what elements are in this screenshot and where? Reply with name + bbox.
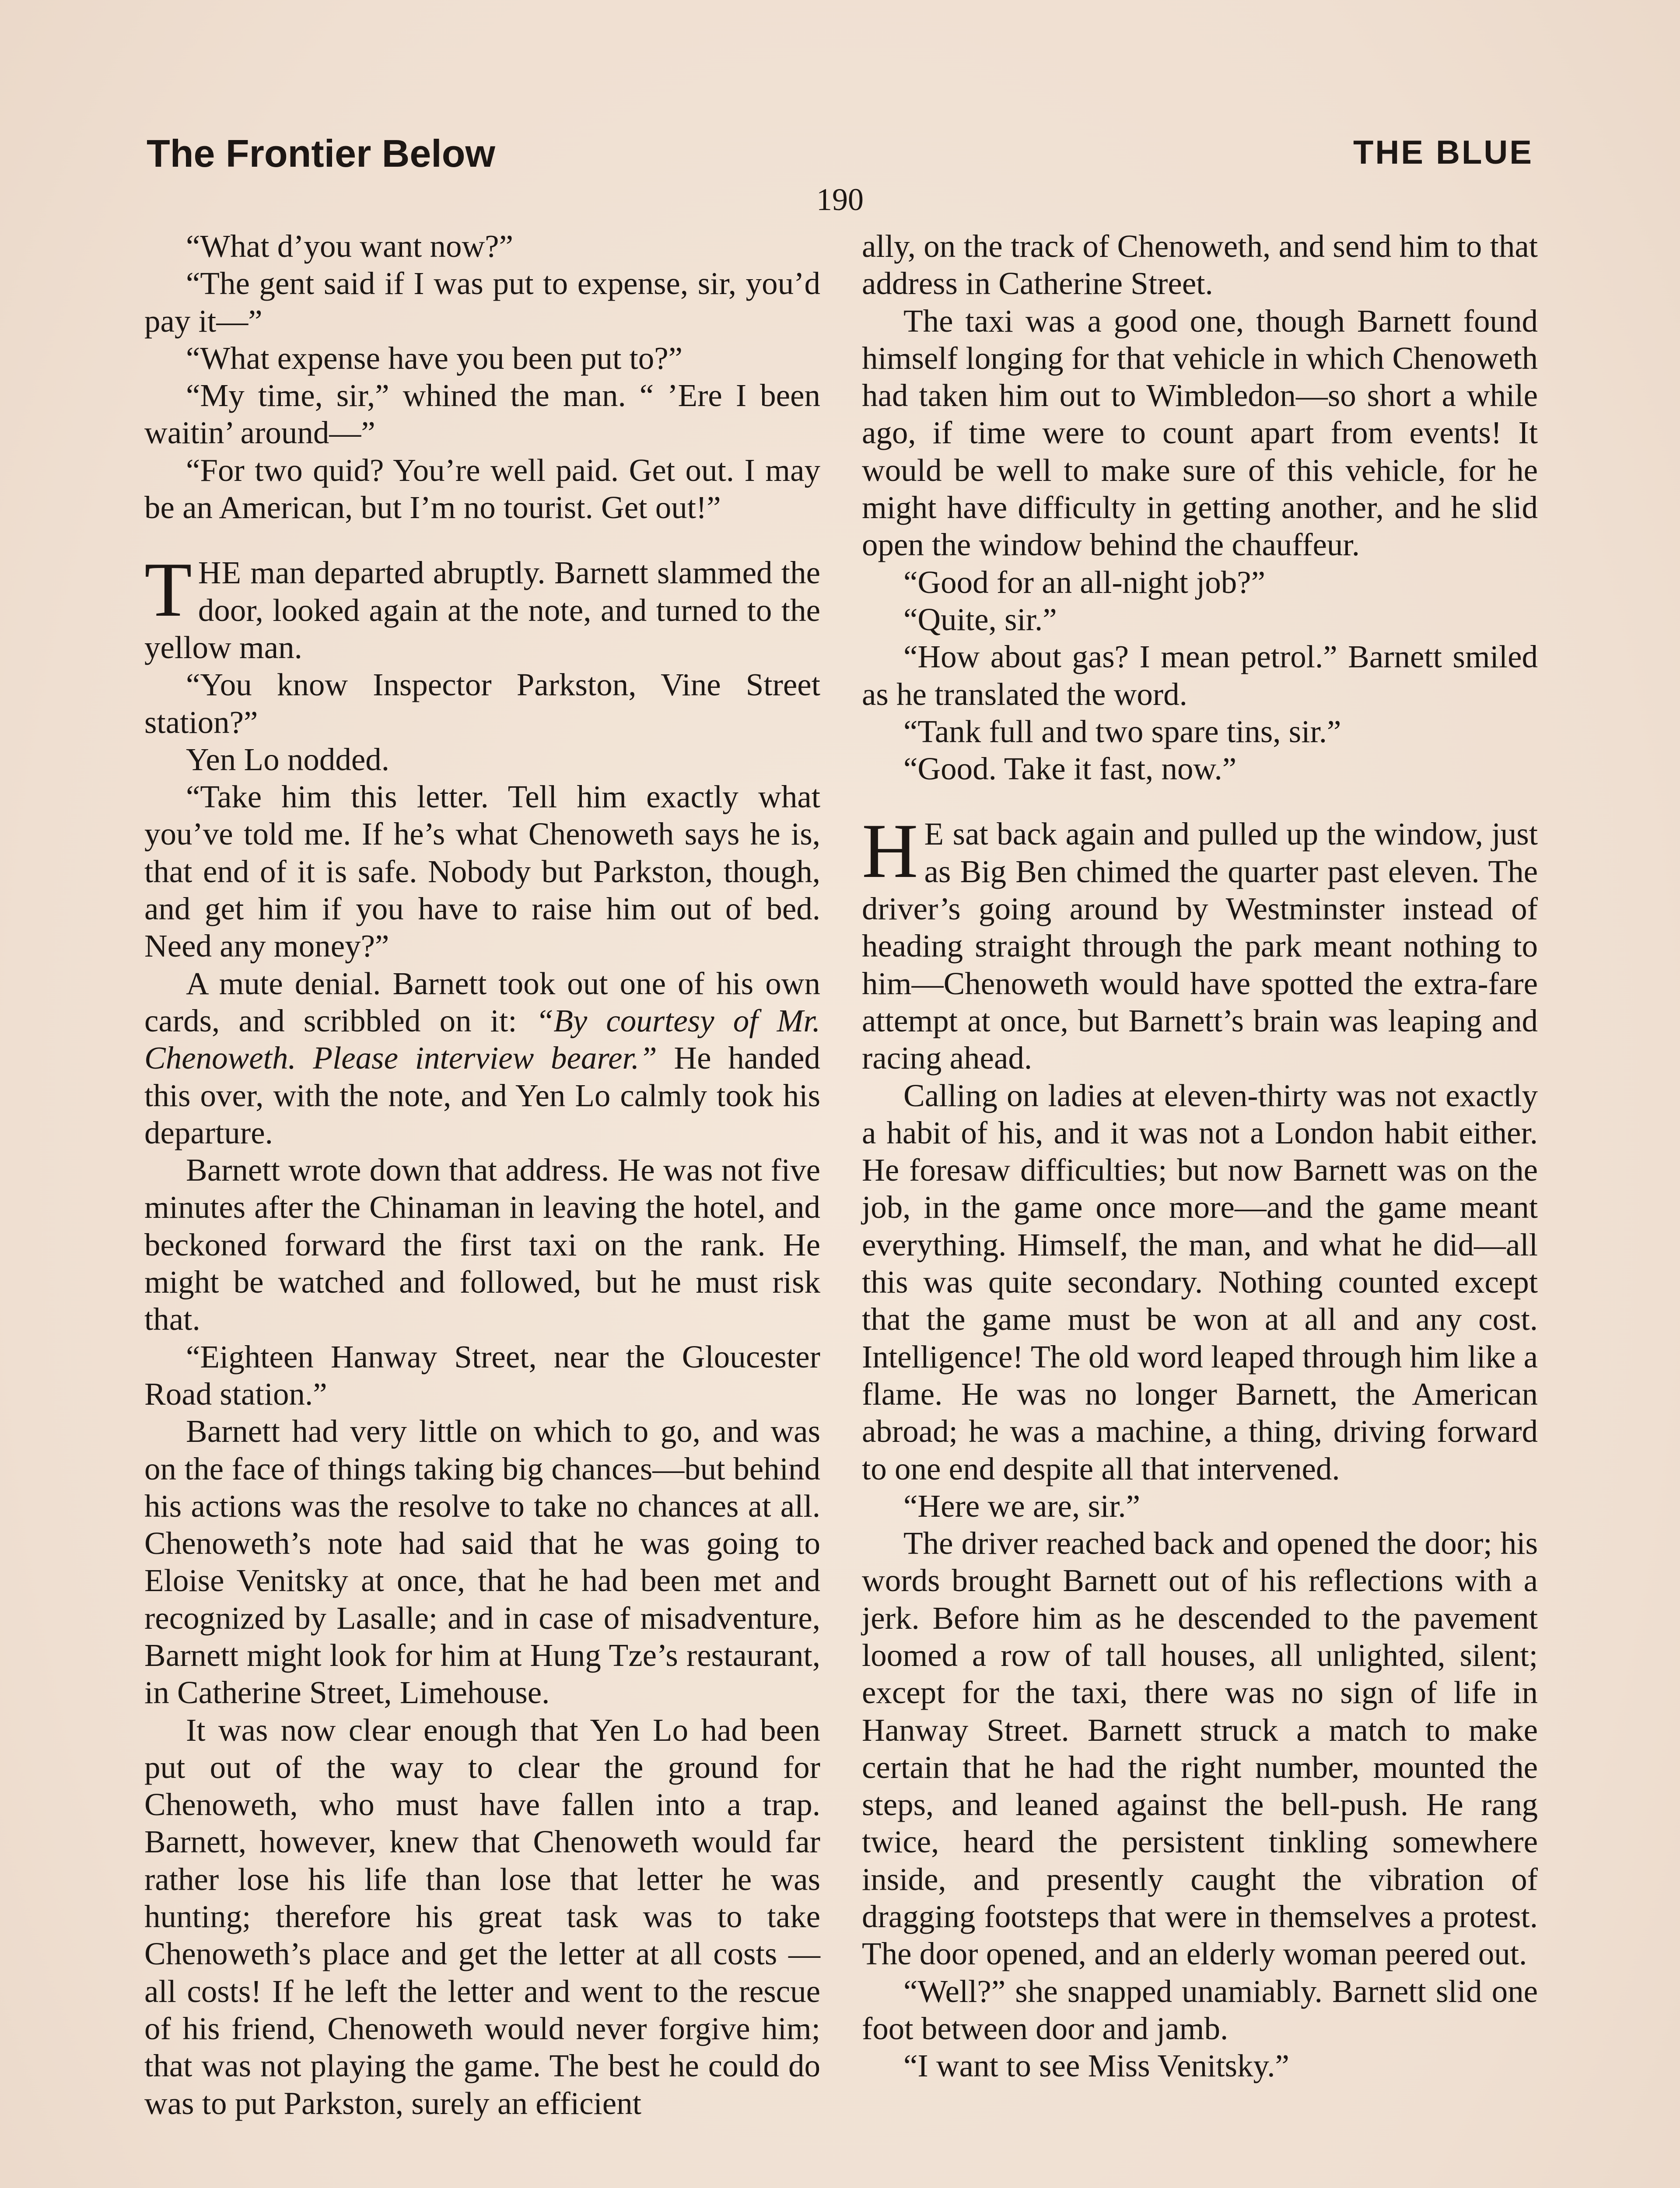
paragraph: The driver reached back and opened the door; his words brought Barnett out of his reflections with a jerk. Before him as he descended to the pavement loomed a row of tall houses, all unlighted, silent; except for the taxi, there was no sign of life in Hanway Street. Barnett struck a match to make certain that he had the right number, mounted the steps, and leaned against the bell-push. He rang twice, heard the persistent tinkling somewhere inside, and presently caught the vibration of dragging footsteps that were in themselves a protest. The door opened, and an elderly woman peered out. <box>862 1525 1538 1972</box>
left-column <box>144 228 820 2188</box>
paragraph: “What expense have you been put to?” <box>186 340 683 376</box>
paragraph: Barnett had very little on which to go, and was on the face of things taking big chances—but behind his actions was the resolve to take no chances at all. Chenoweth’s note had said that he was going to Eloise Venitsky at once, that he had been met and recognized by Lasalle; and in case of misadventure, Barnett might look for him at Hung Tze’s restaurant, in Catherine Street, Limehouse. <box>144 1413 820 1711</box>
paragraph: “Good for an all-night job?” <box>903 564 1266 600</box>
section-start-paragraph <box>144 546 820 666</box>
paragraph: Yen Lo nodded. <box>186 741 390 777</box>
paragraph: “Take him this letter. Tell him exactly what you’ve told me. If he’s what Chenoweth says he is, that end of it is safe. Nobody but Parkston, though, and get him if you have to raise him out of bed. Need any money?” <box>144 779 820 964</box>
magazine-name: THE BLUE <box>1353 134 1533 171</box>
paragraph: “The gent said if I was put to expense, sir, you’d pay it—” <box>144 266 820 339</box>
paragraph: “Well?” she snapped unamiably. Barnett slid one foot between door and jamb. <box>862 1973 1538 2046</box>
paragraph <box>144 965 820 1151</box>
paragraph: “Here we are, sir.” <box>903 1488 1141 1524</box>
section-start-paragraph <box>862 807 1538 1076</box>
paragraph: “For two quid? You’re well paid. Get out. I may be an American, but I’m no tourist. Get out!” <box>144 452 820 526</box>
paragraph: Calling on ladies at eleven-thirty was not exactly a habit of his, and it was not a London habit either. He foresaw difficulties; but now Barnett was on the job, in the game once more—and the game meant everything. Himself, the man, and what he did—all this was quite secondary. Nothing counted except that the game must be won at all and any cost. Intelligence! The old word leaped through him like a flame. He was no longer Barnett, the American abroad; he was a machine, a thing, driving forward to one end despite all that intervened. <box>862 1077 1538 1487</box>
paragraph: “Tank full and two spare tins, sir.” <box>903 713 1341 749</box>
paragraph: Barnett wrote down that address. He was not five minutes after the Chinaman in leaving the hotel, and beckoned forward the first taxi on the rank. He might be watched and followed, but he must risk that. <box>144 1152 820 1337</box>
small-caps-lead: HE <box>198 555 242 591</box>
paragraph-text: He handed this over, with the note, and Yen Lo calmly took his departure. <box>144 1040 820 1150</box>
right-column <box>862 228 1538 2188</box>
paragraph: “My time, sir,” whined the man. “ ’Ere I been waitin’ around—” <box>144 378 820 451</box>
paragraph: “What d’you want now?” <box>186 228 513 264</box>
drop-cap: T <box>144 546 192 633</box>
paragraph: “Quite, sir.” <box>903 601 1057 637</box>
paragraph-text: sat back again and pulled up the window, just as Big Ben chimed the quarter past eleven. The driver’s going around by Westminster instead of heading straight through the park meant nothing to him—Chenoweth would have spotted the extra-fare attempt at once, but Barnett’s brain was leaping and racing ahead. <box>862 816 1538 1076</box>
italic-quote: “By courtesy of Mr. Chenoweth. Please interview bearer.” <box>144 1003 820 1076</box>
paragraph: “Eighteen Hanway Street, near the Gloucester Road station.” <box>144 1339 820 1412</box>
paragraph: “I want to see Miss Venitsky.” <box>903 2048 1289 2084</box>
paragraph: “How about gas? I mean petrol.” Barnett smiled as he translated the word. <box>862 639 1538 712</box>
running-title: The Frontier Below <box>147 132 495 175</box>
paragraph: ally, on the track of Chenoweth, and send him to that address in Catherine Street. <box>862 228 1538 302</box>
paragraph: The taxi was a good one, though Barnett found himself longing for that vehicle in which Chenoweth had taken him out to Wimbledon—so short a while ago, if time were to count apart from events! It would be well to make sure of this vehicle, for he might have difficulty in getting another, and he slid open the window behind the chauffeur. <box>862 303 1538 563</box>
paragraph: “Good. Take it fast, now.” <box>903 751 1237 787</box>
page-number: 190 <box>816 182 864 217</box>
paragraph-text: A mute denial. Barnett took out one of his own cards, and scribbled on it: <box>144 965 820 1038</box>
paragraph: “You know Inspector Parkston, Vine Street station?” <box>144 667 820 740</box>
small-caps-lead: E <box>924 816 945 852</box>
drop-cap: H <box>862 807 918 894</box>
paragraph-text: man departed abruptly. Barnett slammed the door, looked again at the note, and turned to the yellow man. <box>144 555 820 665</box>
paragraph: It was now clear enough that Yen Lo had been put out of the way to clear the ground for Chenoweth, who must have fallen into a trap. Barnett, however, knew that Chenoweth would far rather lose his life than lose that letter he was hunting; therefore his great task was to take Chenoweth’s place and get the letter at all costs —all costs! If he left the letter and went to the rescue of his friend, Chenoweth would never forgive him; that was not playing the game. The best he could do was to put Parkston, surely an efficient <box>144 1712 820 2121</box>
